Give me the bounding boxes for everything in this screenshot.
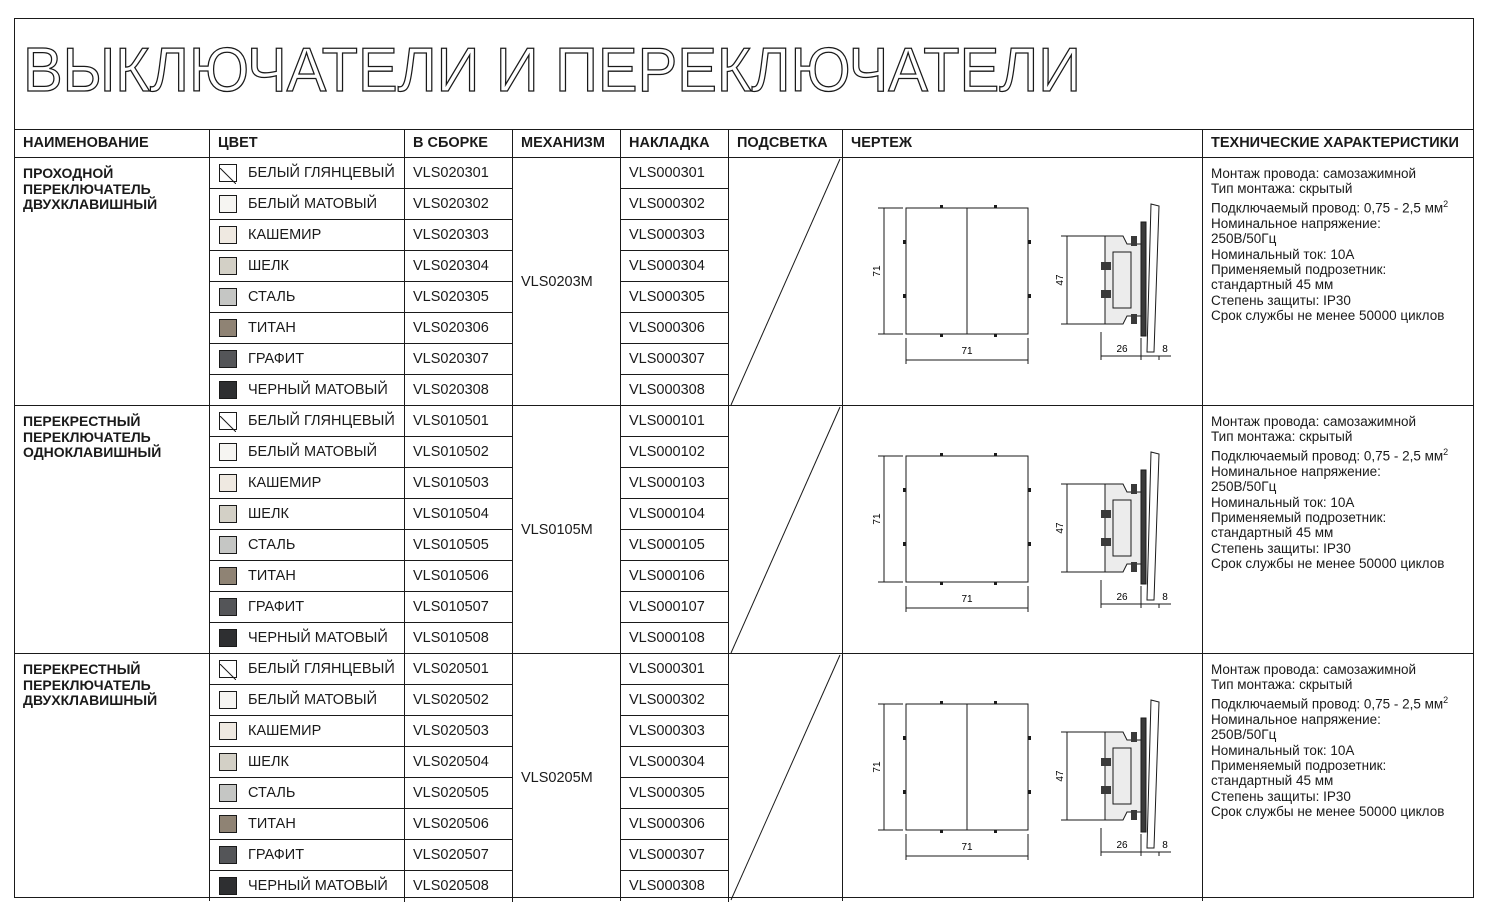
spec-text: Срок службы не менее 50000 циклов bbox=[1211, 556, 1445, 572]
color-label: БЕЛЫЙ ГЛЯНЦЕВЫЙ bbox=[248, 165, 395, 181]
mechanism-code: VLS0205M bbox=[513, 654, 621, 901]
dim-thick-label: 8 bbox=[1162, 840, 1168, 851]
color-label: БЕЛЫЙ МАТОВЫЙ bbox=[248, 692, 378, 708]
spec-text: Тип монтажа: скрытый bbox=[1211, 181, 1353, 197]
latch-mark bbox=[994, 830, 997, 833]
assembled-code: VLS020507 bbox=[405, 840, 513, 871]
dim-depth-label: 47 bbox=[1055, 770, 1066, 782]
cover-code: VLS000303 bbox=[621, 220, 729, 251]
latch-mark bbox=[994, 453, 997, 456]
assembled-code: VLS010505 bbox=[405, 530, 513, 561]
dim-height-label: 71 bbox=[872, 265, 883, 277]
side-view bbox=[1101, 700, 1159, 848]
spec-text: Подключаемый провод: 0,75 - 2,5 мм bbox=[1211, 696, 1444, 712]
dim-width-label: 71 bbox=[961, 842, 973, 853]
spec-line bbox=[1211, 662, 1473, 677]
color-swatch bbox=[219, 567, 237, 585]
spec-line bbox=[1211, 773, 1473, 788]
cover-code: VLS000306 bbox=[621, 313, 729, 344]
cover-code: VLS000307 bbox=[621, 344, 729, 375]
color-swatch bbox=[219, 412, 237, 430]
spec-text: Степень защиты: IP30 bbox=[1211, 292, 1351, 308]
spec-text: Срок службы не менее 50000 циклов bbox=[1211, 804, 1445, 820]
latch-mark bbox=[994, 582, 997, 585]
spec-text: 250В/50Гц bbox=[1211, 231, 1277, 247]
color-option bbox=[210, 282, 405, 313]
header-assembled: В СБОРКЕ bbox=[405, 129, 513, 158]
color-swatch bbox=[219, 257, 237, 275]
spec-text: Номинальный ток: 10А bbox=[1211, 494, 1355, 510]
color-option bbox=[210, 406, 405, 437]
cover-code: VLS000302 bbox=[621, 189, 729, 220]
dim-mount-label: 26 bbox=[1116, 840, 1128, 851]
assembled-code: VLS020302 bbox=[405, 189, 513, 220]
assembled-code: VLS020504 bbox=[405, 747, 513, 778]
side-view bbox=[1101, 452, 1159, 600]
page-title: ВЫКЛЮЧАТЕЛИ И ПЕРЕКЛЮЧАТЕЛИ bbox=[23, 36, 1081, 105]
side-mark bbox=[903, 488, 906, 492]
spec-text: Применяемый подрозетник: bbox=[1211, 509, 1387, 525]
spec-line bbox=[1211, 789, 1473, 804]
dim-width-label: 71 bbox=[961, 346, 973, 357]
cover-code: VLS000307 bbox=[621, 840, 729, 871]
cover-code: VLS000101 bbox=[621, 406, 729, 437]
gloss-diagonal-icon bbox=[220, 416, 236, 432]
side-mark bbox=[1028, 240, 1031, 244]
color-option bbox=[210, 530, 405, 561]
color-label: ТИТАН bbox=[248, 816, 296, 832]
color-label: БЕЛЫЙ ГЛЯНЦЕВЫЙ bbox=[248, 413, 395, 429]
assembled-code: VLS010508 bbox=[405, 623, 513, 654]
color-label: ТИТАН bbox=[248, 320, 296, 336]
side-mark bbox=[1028, 736, 1031, 740]
color-swatch bbox=[219, 877, 237, 895]
color-option bbox=[210, 685, 405, 716]
assembled-code: VLS020304 bbox=[405, 251, 513, 282]
color-label: КАШЕМИР bbox=[248, 723, 322, 739]
cover-code: VLS000302 bbox=[621, 685, 729, 716]
technical-drawing bbox=[843, 406, 1203, 654]
color-option bbox=[210, 592, 405, 623]
spec-line bbox=[1211, 464, 1473, 479]
spec-list bbox=[1203, 406, 1473, 654]
spec-text: Номинальное напряжение: bbox=[1211, 463, 1381, 479]
spec-text: Подключаемый провод: 0,75 - 2,5 мм bbox=[1211, 200, 1444, 216]
side-mark bbox=[903, 294, 906, 298]
color-label: ЧЕРНЫЙ МАТОВЫЙ bbox=[248, 382, 388, 398]
color-option bbox=[210, 375, 405, 406]
side-mark bbox=[1028, 790, 1031, 794]
spec-line bbox=[1211, 495, 1473, 510]
spec-text: 250В/50Гц bbox=[1211, 727, 1277, 743]
cover-code: VLS000308 bbox=[621, 871, 729, 902]
spec-line bbox=[1211, 445, 1473, 464]
cover-code: VLS000107 bbox=[621, 592, 729, 623]
color-option bbox=[210, 313, 405, 344]
assembled-code: VLS020305 bbox=[405, 282, 513, 313]
side-mark bbox=[903, 240, 906, 244]
product-name: ПРОХОДНОЙ ПЕРЕКЛЮЧАТЕЛЬ ДВУХКЛАВИШНЫЙ bbox=[15, 158, 210, 406]
assembled-code: VLS010502 bbox=[405, 437, 513, 468]
spec-line bbox=[1211, 197, 1473, 216]
color-label: БЕЛЫЙ ГЛЯНЦЕВЫЙ bbox=[248, 661, 395, 677]
side-mark bbox=[1028, 542, 1031, 546]
color-option bbox=[210, 654, 405, 685]
spec-text: Степень защиты: IP30 bbox=[1211, 788, 1351, 804]
spec-text: 250В/50Гц bbox=[1211, 479, 1277, 495]
assembled-code: VLS020301 bbox=[405, 158, 513, 189]
latch-mark bbox=[940, 453, 943, 456]
header-mechanism: МЕХАНИЗМ bbox=[513, 129, 621, 158]
latch-mark bbox=[994, 701, 997, 704]
side-mark bbox=[903, 736, 906, 740]
spec-text: Номинальное напряжение: bbox=[1211, 215, 1381, 231]
latch-mark bbox=[994, 334, 997, 337]
color-label: КАШЕМИР bbox=[248, 227, 322, 243]
spec-text: Номинальный ток: 10А bbox=[1211, 742, 1355, 758]
color-swatch bbox=[219, 815, 237, 833]
cover-code: VLS000303 bbox=[621, 716, 729, 747]
side-mark bbox=[903, 790, 906, 794]
latch-mark bbox=[994, 205, 997, 208]
color-option bbox=[210, 561, 405, 592]
front-view-frame bbox=[906, 456, 1028, 582]
spec-line bbox=[1211, 510, 1473, 525]
color-swatch bbox=[219, 691, 237, 709]
dim-height-label: 71 bbox=[872, 761, 883, 773]
color-swatch bbox=[219, 288, 237, 306]
spec-text: Монтаж провода: самозажимной bbox=[1211, 166, 1417, 181]
spec-line bbox=[1211, 556, 1473, 571]
dim-mount-label: 26 bbox=[1116, 344, 1128, 355]
color-option bbox=[210, 871, 405, 902]
cover-code: VLS000105 bbox=[621, 530, 729, 561]
mechanism-code: VLS0203M bbox=[513, 158, 621, 406]
dim-mount-label: 26 bbox=[1116, 592, 1128, 603]
spec-line bbox=[1211, 743, 1473, 758]
latch-mark bbox=[940, 582, 943, 585]
assembled-code: VLS020508 bbox=[405, 871, 513, 902]
color-swatch bbox=[219, 598, 237, 616]
product-name: ПЕРЕКРЕСТНЫЙ ПЕРЕКЛЮЧАТЕЛЬ ДВУХКЛАВИШНЫЙ bbox=[15, 654, 210, 901]
dim-thick-label: 8 bbox=[1162, 344, 1168, 355]
assembled-code: VLS020506 bbox=[405, 809, 513, 840]
color-swatch bbox=[219, 722, 237, 740]
title-banner bbox=[15, 19, 1473, 130]
assembled-code: VLS020501 bbox=[405, 654, 513, 685]
spec-text: стандартный 45 мм bbox=[1211, 773, 1334, 789]
color-option bbox=[210, 344, 405, 375]
color-option bbox=[210, 189, 405, 220]
latch-mark bbox=[940, 701, 943, 704]
color-swatch bbox=[219, 195, 237, 213]
color-option bbox=[210, 716, 405, 747]
header-specs: ТЕХНИЧЕСКИЕ ХАРАКТЕРИСТИКИ bbox=[1203, 129, 1473, 158]
spec-line bbox=[1211, 247, 1473, 262]
backlight-none bbox=[729, 406, 843, 654]
switch-drawing-svg bbox=[843, 654, 1202, 900]
switch-drawing-svg bbox=[843, 406, 1202, 652]
latch-mark bbox=[940, 205, 943, 208]
color-label: ТИТАН bbox=[248, 568, 296, 584]
color-option bbox=[210, 840, 405, 871]
spec-superscript: 2 bbox=[1443, 446, 1449, 457]
spec-text: Монтаж провода: самозажимной bbox=[1211, 662, 1417, 677]
header-backlight: ПОДСВЕТКА bbox=[729, 129, 843, 158]
assembled-code: VLS010507 bbox=[405, 592, 513, 623]
color-label: ГРАФИТ bbox=[248, 599, 305, 615]
assembled-code: VLS020307 bbox=[405, 344, 513, 375]
color-swatch bbox=[219, 381, 237, 399]
color-label: ШЕЛК bbox=[248, 506, 289, 522]
side-mark bbox=[903, 542, 906, 546]
backlight-none bbox=[729, 654, 843, 901]
header-color: ЦВЕТ bbox=[210, 129, 405, 158]
spec-text: Степень защиты: IP30 bbox=[1211, 540, 1351, 556]
color-label: ШЕЛК bbox=[248, 258, 289, 274]
spec-line bbox=[1211, 727, 1473, 742]
color-label: ГРАФИТ bbox=[248, 847, 305, 863]
color-swatch bbox=[219, 474, 237, 492]
spec-superscript: 2 bbox=[1443, 198, 1449, 209]
catalog-page bbox=[14, 18, 1474, 898]
color-label: БЕЛЫЙ МАТОВЫЙ bbox=[248, 444, 378, 460]
assembled-code: VLS010504 bbox=[405, 499, 513, 530]
spec-line bbox=[1211, 216, 1473, 231]
assembled-code: VLS020502 bbox=[405, 685, 513, 716]
spec-line bbox=[1211, 693, 1473, 712]
spec-line bbox=[1211, 429, 1473, 444]
color-swatch bbox=[219, 629, 237, 647]
spec-line bbox=[1211, 308, 1473, 323]
not-applicable-slash bbox=[729, 406, 842, 654]
spec-line bbox=[1211, 804, 1473, 819]
spec-line bbox=[1211, 414, 1473, 429]
assembled-code: VLS020303 bbox=[405, 220, 513, 251]
gloss-diagonal-icon bbox=[220, 168, 236, 184]
dim-depth-label: 47 bbox=[1055, 274, 1066, 286]
cover-code: VLS000301 bbox=[621, 158, 729, 189]
color-label: БЕЛЫЙ МАТОВЫЙ bbox=[248, 196, 378, 212]
cover-code: VLS000102 bbox=[621, 437, 729, 468]
assembled-code: VLS010506 bbox=[405, 561, 513, 592]
color-swatch bbox=[219, 784, 237, 802]
cover-code: VLS000304 bbox=[621, 747, 729, 778]
dim-width-label: 71 bbox=[961, 594, 973, 605]
spec-text: Тип монтажа: скрытый bbox=[1211, 677, 1353, 693]
spec-line bbox=[1211, 181, 1473, 196]
spec-line bbox=[1211, 525, 1473, 540]
product-name: ПЕРЕКРЕСТНЫЙ ПЕРЕКЛЮЧАТЕЛЬ ОДНОКЛАВИШНЫЙ bbox=[15, 406, 210, 654]
header-drawing: ЧЕРТЕЖ bbox=[843, 129, 1203, 158]
latch-mark bbox=[940, 334, 943, 337]
spec-line bbox=[1211, 231, 1473, 246]
color-swatch bbox=[219, 350, 237, 368]
title-svg bbox=[15, 19, 1473, 129]
side-mark bbox=[1028, 488, 1031, 492]
spec-superscript: 2 bbox=[1443, 694, 1449, 705]
not-applicable-slash bbox=[729, 158, 842, 406]
color-label: КАШЕМИР bbox=[248, 475, 322, 491]
color-option bbox=[210, 437, 405, 468]
color-swatch bbox=[219, 443, 237, 461]
spec-text: Номинальное напряжение: bbox=[1211, 711, 1381, 727]
spec-text: Монтаж провода: самозажимной bbox=[1211, 414, 1417, 429]
color-swatch bbox=[219, 536, 237, 554]
spec-line bbox=[1211, 262, 1473, 277]
assembled-code: VLS020308 bbox=[405, 375, 513, 406]
assembled-code: VLS020306 bbox=[405, 313, 513, 344]
color-swatch bbox=[219, 846, 237, 864]
cover-code: VLS000106 bbox=[621, 561, 729, 592]
mechanism-code: VLS0105M bbox=[513, 406, 621, 654]
color-option bbox=[210, 251, 405, 282]
cover-code: VLS000301 bbox=[621, 654, 729, 685]
spec-text: Подключаемый провод: 0,75 - 2,5 мм bbox=[1211, 448, 1444, 464]
dim-thick-label: 8 bbox=[1162, 592, 1168, 603]
cover-code: VLS000306 bbox=[621, 809, 729, 840]
color-swatch bbox=[219, 753, 237, 771]
side-mark bbox=[1028, 294, 1031, 298]
spec-text: стандартный 45 мм bbox=[1211, 525, 1334, 541]
spec-line bbox=[1211, 758, 1473, 773]
spec-list bbox=[1203, 158, 1473, 406]
color-swatch bbox=[219, 164, 237, 182]
switch-drawing-svg bbox=[843, 158, 1202, 404]
color-label: ЧЕРНЫЙ МАТОВЫЙ bbox=[248, 878, 388, 894]
spec-text: Тип монтажа: скрытый bbox=[1211, 429, 1353, 445]
spec-list bbox=[1203, 654, 1473, 901]
header-name: НАИМЕНОВАНИЕ bbox=[15, 129, 210, 158]
spec-text: Применяемый подрозетник: bbox=[1211, 757, 1387, 773]
color-option bbox=[210, 158, 405, 189]
spec-line bbox=[1211, 293, 1473, 308]
cover-code: VLS000104 bbox=[621, 499, 729, 530]
color-label: СТАЛЬ bbox=[248, 537, 296, 553]
latch-mark bbox=[940, 830, 943, 833]
cover-code: VLS000305 bbox=[621, 778, 729, 809]
side-view bbox=[1101, 204, 1159, 352]
color-label: ГРАФИТ bbox=[248, 351, 305, 367]
header-cover: НАКЛАДКА bbox=[621, 129, 729, 158]
color-option bbox=[210, 778, 405, 809]
dim-height-label: 71 bbox=[872, 513, 883, 525]
spec-line bbox=[1211, 277, 1473, 292]
cover-code: VLS000103 bbox=[621, 468, 729, 499]
cover-code: VLS000308 bbox=[621, 375, 729, 406]
dim-depth-label: 47 bbox=[1055, 522, 1066, 534]
gloss-diagonal-icon bbox=[220, 664, 236, 680]
color-label: ЧЕРНЫЙ МАТОВЫЙ bbox=[248, 630, 388, 646]
color-label: СТАЛЬ bbox=[248, 289, 296, 305]
backlight-none bbox=[729, 158, 843, 406]
spec-text: Применяемый подрозетник: bbox=[1211, 261, 1387, 277]
color-swatch bbox=[219, 505, 237, 523]
cover-code: VLS000304 bbox=[621, 251, 729, 282]
spec-text: стандартный 45 мм bbox=[1211, 277, 1334, 293]
color-option bbox=[210, 499, 405, 530]
technical-drawing bbox=[843, 158, 1203, 406]
color-swatch bbox=[219, 226, 237, 244]
spec-line bbox=[1211, 479, 1473, 494]
spec-line bbox=[1211, 166, 1473, 181]
assembled-code: VLS020505 bbox=[405, 778, 513, 809]
assembled-code: VLS010503 bbox=[405, 468, 513, 499]
color-option bbox=[210, 809, 405, 840]
cover-code: VLS000305 bbox=[621, 282, 729, 313]
spec-line bbox=[1211, 677, 1473, 692]
assembled-code: VLS020503 bbox=[405, 716, 513, 747]
color-option bbox=[210, 747, 405, 778]
color-option bbox=[210, 468, 405, 499]
assembled-code: VLS010501 bbox=[405, 406, 513, 437]
color-swatch bbox=[219, 319, 237, 337]
cover-code: VLS000108 bbox=[621, 623, 729, 654]
spec-line bbox=[1211, 712, 1473, 727]
spec-text: Срок службы не менее 50000 циклов bbox=[1211, 308, 1445, 324]
color-label: ШЕЛК bbox=[248, 754, 289, 770]
color-swatch bbox=[219, 660, 237, 678]
color-option bbox=[210, 220, 405, 251]
color-option bbox=[210, 623, 405, 654]
spec-line bbox=[1211, 541, 1473, 556]
not-applicable-slash bbox=[729, 654, 842, 901]
technical-drawing bbox=[843, 654, 1203, 901]
color-label: СТАЛЬ bbox=[248, 785, 296, 801]
spec-text: Номинальный ток: 10А bbox=[1211, 246, 1355, 262]
